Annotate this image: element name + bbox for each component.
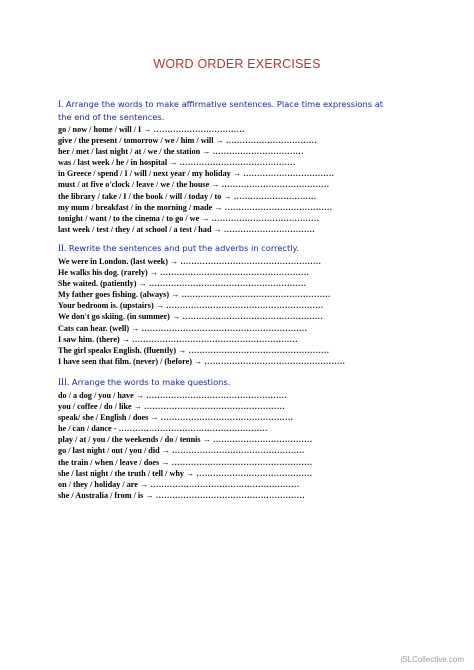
exercise-item xyxy=(58,468,438,479)
exercise-item xyxy=(58,412,438,423)
answer-line[interactable]: …………………………………………………… xyxy=(131,334,298,344)
answer-line[interactable]: ………………………… xyxy=(233,191,317,201)
section-3-number: III. xyxy=(58,377,70,387)
exercise-item xyxy=(58,202,438,213)
exercise-prompt: Your bedroom is. (upstairs) → xyxy=(58,301,164,311)
exercise-prompt: go / now / home / will / I → xyxy=(58,125,152,134)
exercise-item xyxy=(58,434,438,445)
answer-line[interactable]: ………………………………………………… xyxy=(165,301,324,311)
answer-line[interactable]: …………………………………………… xyxy=(143,402,285,412)
exercise-item xyxy=(58,345,438,356)
exercise-item xyxy=(58,146,438,157)
exercise-item xyxy=(58,168,438,179)
exercise-prompt: play / at / you / the weekends / do / tennis → xyxy=(58,435,211,445)
answer-line[interactable]: …………………………………………… xyxy=(171,457,313,467)
section-1-instruction xyxy=(58,98,398,124)
exercise-prompt: she / last night / the truth / tell / why → xyxy=(58,468,195,478)
exercise-prompt: you / coffee / do / like → xyxy=(58,402,142,412)
exercise-item xyxy=(58,213,438,224)
answer-line[interactable]: ………………………………… xyxy=(221,180,330,190)
answer-line[interactable]: …………………………………………… xyxy=(204,356,346,366)
answer-line[interactable]: …………………………… xyxy=(212,147,304,157)
exercise-item xyxy=(58,267,438,278)
section-1-number: I. xyxy=(58,99,64,109)
answer-line[interactable]: ……………………………………………… xyxy=(118,424,268,434)
exercise-prompt: do / a dog / you / have → xyxy=(58,391,144,400)
exercise-item xyxy=(58,311,438,322)
exercise-item xyxy=(58,278,438,289)
answer-line[interactable]: ……………………………………………… xyxy=(159,268,310,278)
answer-line[interactable]: …………………………… xyxy=(153,125,245,134)
exercise-prompt: I saw him. (there) → xyxy=(58,334,130,344)
exercise-item xyxy=(58,479,438,490)
exercise-prompt: He walks his dog. (rarely) → xyxy=(58,268,158,278)
exercise-prompt: speak/ she / English / does → xyxy=(58,413,159,423)
answer-line[interactable]: …………………………… xyxy=(243,169,335,179)
exercise-prompt: last week / test / they / at school / a test / had → xyxy=(58,224,222,234)
exercise-prompt: she / Australia / from / is → xyxy=(58,490,154,500)
answer-line[interactable]: …………………………………………… xyxy=(182,312,324,322)
section-2-number: II. xyxy=(58,243,67,253)
exercise-item xyxy=(58,423,438,434)
exercise-prompt: I have seen that film. (never) / (before) → xyxy=(58,356,203,366)
section-3-text: Arrange the words to make questions. xyxy=(71,377,231,387)
answer-line[interactable]: …………………………………… xyxy=(179,158,296,168)
section-2-text: Rewrite the sentences and put the adverbs in correctly. xyxy=(68,243,299,253)
section-3-items xyxy=(58,390,438,501)
exercise-item xyxy=(58,356,438,367)
answer-line[interactable]: ………………………………… xyxy=(211,213,320,223)
exercise-item xyxy=(58,401,438,412)
answer-line[interactable]: ………………………………………… xyxy=(171,446,305,456)
exercise-item xyxy=(58,179,438,190)
answer-line[interactable]: …………………………………………… xyxy=(188,345,330,355)
exercise-prompt: We don't go skiing. (in summer) → xyxy=(58,312,181,322)
exercise-prompt: the library / take / I / the book / will / today / to → xyxy=(58,191,232,201)
answer-line[interactable]: …………………………………… xyxy=(196,468,313,478)
exercise-prompt: give / the present / tomorrow / we / him / will → xyxy=(58,136,224,146)
exercise-item xyxy=(58,256,438,267)
exercise-item xyxy=(58,490,438,501)
exercise-item xyxy=(58,457,438,468)
exercise-item xyxy=(58,224,438,235)
answer-line[interactable]: …………………………………………………… xyxy=(141,323,308,333)
exercise-prompt: my mum / breakfast / in the morning / made → xyxy=(58,202,223,212)
exercise-prompt: was / last week / he / in hospital → xyxy=(58,158,178,168)
answer-line[interactable]: …………………………… xyxy=(225,136,317,146)
exercise-item xyxy=(58,323,438,334)
answer-line[interactable]: …………………………… xyxy=(223,224,315,234)
section-3-instruction xyxy=(58,376,398,389)
exercise-item xyxy=(58,445,438,456)
exercise-prompt: She waited. (patiently) → xyxy=(58,279,147,289)
answer-line[interactable]: ………………………………… xyxy=(224,202,333,212)
answer-line[interactable]: ………………………………………………… xyxy=(148,279,307,289)
answer-line[interactable]: ……………………………… xyxy=(212,435,313,445)
exercise-prompt: go / last night / out / you / did → xyxy=(58,446,170,456)
exercise-item xyxy=(58,390,438,401)
exercise-prompt: tonight / want / to the cinema / to go / we → xyxy=(58,213,210,223)
exercise-prompt: he / can / dance - xyxy=(58,424,117,434)
exercise-prompt: her / met / last night / at / we / the station → xyxy=(58,147,211,157)
exercise-prompt: We were in London. (last week) → xyxy=(58,257,179,266)
section-2-items xyxy=(58,256,438,367)
exercise-item xyxy=(58,124,438,135)
exercise-prompt: My father goes fishing. (always) → xyxy=(58,290,180,300)
exercise-prompt: Cats can hear. (well) → xyxy=(58,323,140,333)
section-1-items xyxy=(58,124,438,235)
site-watermark: iSLCollective.com xyxy=(400,655,464,664)
section-1-text: Arrange the words to make affirmative sentences. Place time expressions at the end of the sentences. xyxy=(58,99,384,122)
exercise-prompt: must / at five o'clock / leave / we / the house → xyxy=(58,180,220,190)
exercise-item xyxy=(58,157,438,168)
answer-line[interactable]: ……………………………………………… xyxy=(150,479,300,489)
exercise-prompt: on / they / holiday / are → xyxy=(58,479,149,489)
exercise-prompt: The girl speaks English. (fluently) → xyxy=(58,345,187,355)
section-2-instruction xyxy=(58,242,398,255)
answer-line[interactable]: ………………………………………… xyxy=(160,413,294,423)
worksheet-title: WORD ORDER EXERCISES xyxy=(153,57,321,71)
answer-line[interactable]: ……………………………………………… xyxy=(181,290,331,300)
exercise-item xyxy=(58,289,438,300)
exercise-item xyxy=(58,300,438,311)
answer-line[interactable]: ……………………………………………… xyxy=(155,490,305,500)
answer-line[interactable]: …………………………………………… xyxy=(146,391,287,400)
exercise-item xyxy=(58,135,438,146)
exercise-item xyxy=(58,191,438,202)
exercise-prompt: the train / when / leave / does → xyxy=(58,457,170,467)
exercise-prompt: in Greece / spend / I / will / next year / my holiday → xyxy=(58,169,242,179)
exercise-item xyxy=(58,334,438,345)
answer-line[interactable]: …………………………………………… xyxy=(180,257,322,266)
